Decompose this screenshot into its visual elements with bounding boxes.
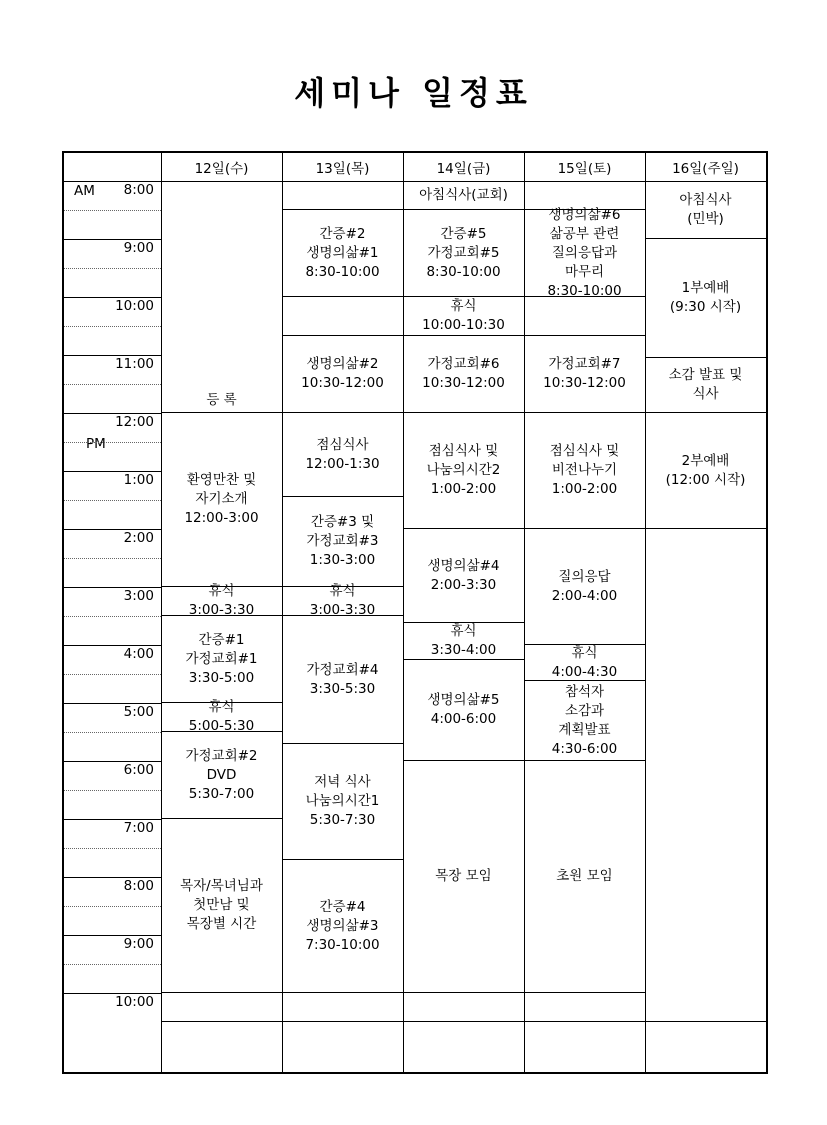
time-label: 12:00 (115, 414, 154, 430)
event-d15-break (524, 645, 645, 681)
event-text-line: 가정교회#7 (548, 356, 621, 372)
time-half-line (64, 384, 161, 385)
event-d14-testimony5 (403, 210, 524, 297)
time-label: 6:00 (123, 762, 154, 778)
event-text-line: DVD (206, 766, 237, 783)
event-text-line: 목자/목녀님과 (180, 878, 263, 894)
time-half-line (64, 906, 161, 907)
time-half-line (64, 674, 161, 675)
event-text-line: 점심식사 (316, 436, 369, 453)
event-d14-break (403, 623, 524, 660)
event-text-line: 생명의삶#3 (306, 917, 379, 934)
event-text-line: 1:30-3:00 (309, 552, 376, 568)
header-day-16: 16일(주일) (672, 161, 739, 177)
time-label: 10:00 (115, 994, 154, 1010)
event-text-line: 나눔의시간2 (426, 462, 501, 478)
time-label: 8:00 (123, 878, 154, 894)
event-d12-testimony1 (161, 616, 282, 703)
empty-cell (524, 993, 645, 1022)
event-text-line: 저녁 식사 (314, 774, 371, 790)
event-text-line: 초원 모임 (556, 868, 613, 884)
event-text-line: 10:30-12:00 (422, 375, 505, 391)
event-text-line: 1부예배 (681, 280, 730, 296)
am-label: AM (74, 183, 95, 199)
event-text-line: 아침식사(교회) (419, 186, 508, 203)
event-text-line: 계획발표 (558, 721, 611, 738)
event-text-line: 8:30-10:00 (305, 263, 380, 280)
event-text-line: 4:00-6:00 (430, 711, 497, 727)
event-text-line: 간증#4 (319, 898, 366, 915)
event-d13-lunch (282, 413, 403, 497)
time-label: 3:00 (123, 588, 154, 604)
event-d13-break (282, 583, 403, 618)
event-d16-share (645, 358, 766, 413)
event-d14-mokjang (403, 761, 524, 993)
event-text-line: 5:30-7:30 (309, 812, 376, 828)
event-text-line: 생명의삶#5 (427, 692, 500, 708)
event-text-line: 소감과 (564, 702, 605, 719)
event-text-line: 휴식 (329, 583, 356, 599)
empty-cell (161, 993, 282, 1022)
event-text-line: 12:00-1:30 (305, 455, 380, 472)
event-text-line: 간증#2 (319, 225, 366, 242)
event-text-line: 5:30-7:00 (188, 785, 255, 802)
event-d12-pastor (161, 819, 282, 993)
event-d12-register (161, 181, 282, 413)
event-text-line: 10:30-12:00 (301, 375, 384, 391)
event-text-line: 참석자 (564, 683, 605, 700)
event-text-line: (9:30 시작) (669, 299, 742, 315)
event-d14-lunch (403, 413, 524, 529)
time-label: 7:00 (123, 820, 154, 836)
event-text-line: 첫만남 및 (193, 897, 250, 913)
event-text-line: 휴식 (208, 699, 235, 715)
event-text-line: 가정교회#6 (427, 356, 500, 372)
event-text-line: 점심식사 및 (428, 443, 499, 459)
event-text-line: 10:00-10:30 (422, 317, 505, 333)
event-d12-break1 (161, 583, 282, 618)
event-text-line: 휴식 (450, 298, 477, 314)
event-d14-life4 (403, 529, 524, 623)
event-text-line: 가정교회#5 (427, 244, 500, 261)
time-half-line (64, 442, 161, 443)
time-label: 5:00 (123, 704, 154, 720)
time-half-line (64, 964, 161, 965)
event-text-line: 10:30-12:00 (543, 375, 626, 391)
event-d13-life2 (282, 336, 403, 413)
event-d15-qa (524, 529, 645, 645)
event-text-line: 2부예배 (681, 452, 730, 469)
event-text-line: 질의응답과 (551, 244, 618, 261)
event-text-line: 3:30-5:00 (188, 669, 255, 686)
event-text-line: 목장 모임 (435, 868, 492, 884)
time-label: 11:00 (115, 356, 154, 372)
event-text-line: 아침식사 (679, 191, 732, 208)
header-day-13: 13일(목) (315, 161, 370, 177)
event-text-line: 소감 발표 및 (668, 367, 743, 383)
event-d13-testimony3 (282, 497, 403, 587)
event-d15-life6 (524, 206, 645, 299)
event-text-line: 간증#5 (440, 225, 487, 242)
event-text-line: 2:00-4:00 (551, 587, 618, 604)
event-text-line: 3:30-4:00 (430, 642, 497, 658)
event-text-line: 나눔의시간1 (305, 793, 380, 809)
event-text-line: 목장별 시간 (186, 916, 257, 932)
time-label: 2:00 (123, 530, 154, 546)
event-text-line: 간증#1 (198, 631, 245, 648)
time-label: 8:00 (123, 182, 154, 198)
header-day-15: 15일(토) (557, 161, 612, 177)
time-half-line (64, 210, 161, 211)
event-text-line: 8:30-10:00 (547, 282, 622, 299)
empty-cell (645, 529, 766, 1022)
time-half-line (64, 790, 161, 791)
event-text-line: 3:00-3:30 (309, 602, 376, 618)
time-half-line (64, 500, 161, 501)
event-d13-testimony4 (282, 860, 403, 993)
event-text-line: 비전나누기 (551, 462, 618, 478)
header-day-14: 14일(금) (436, 161, 491, 177)
event-text-line: 3:30-5:30 (309, 680, 376, 697)
event-d12-welcome (161, 413, 282, 587)
event-text-line: 생명의삶#6 (548, 206, 621, 223)
time-label: 1:00 (123, 472, 154, 488)
event-text-line: 가정교회#2 (185, 747, 258, 764)
event-text-line: 2:00-3:30 (430, 576, 497, 593)
empty-cell (282, 993, 403, 1022)
event-text-line: 휴식 (571, 644, 598, 661)
event-d12-dvd (161, 732, 282, 819)
event-text-line: 생명의삶#1 (306, 244, 379, 261)
event-d14-life5 (403, 660, 524, 761)
time-half-line (64, 326, 161, 327)
time-half-line (64, 268, 161, 269)
event-text-line: 4:00-4:30 (551, 663, 618, 680)
event-d13-dinner (282, 744, 403, 860)
event-text-line: 12:00-3:00 (184, 510, 259, 526)
event-d13-home4 (282, 616, 403, 744)
event-d13-testimony2 (282, 210, 403, 297)
event-text-line: 질의응답 (558, 568, 611, 585)
event-d16-service2 (645, 413, 766, 529)
event-text-line: 1:00-2:00 (430, 481, 497, 497)
time-label: 4:00 (123, 646, 154, 662)
event-text-line: 가정교회#3 (306, 533, 379, 549)
event-text-line: 8:30-10:00 (426, 263, 501, 280)
empty-cell (403, 993, 524, 1022)
event-text-line: 가정교회#4 (306, 661, 379, 678)
event-text-line: 간증#3 및 (310, 514, 375, 530)
event-d15-impressions (524, 681, 645, 761)
event-text-line: 7:30-10:00 (305, 936, 380, 953)
event-d14-home6 (403, 336, 524, 413)
time-half-line (64, 616, 161, 617)
event-text-line: 5:00-5:30 (188, 718, 255, 734)
event-d16-service1 (645, 239, 766, 358)
event-text-line: 휴식 (450, 623, 477, 639)
event-d12-break2 (161, 699, 282, 734)
event-text-line: (12:00 시작) (665, 471, 746, 488)
event-text-line: 생명의삶#2 (306, 356, 379, 372)
event-text-line: 점심식사 및 (549, 443, 620, 459)
event-d16-breakfast (645, 181, 766, 239)
event-text-line: 4:30-6:00 (551, 740, 618, 757)
event-d15-home7 (524, 336, 645, 413)
event-text-line: 삶공부 관련 (549, 225, 620, 242)
event-text-line: 3:00-3:30 (188, 602, 255, 618)
header-day-12: 12일(수) (194, 161, 249, 177)
event-break-1000 (282, 297, 645, 336)
page-title: 세미나 일정표 (294, 74, 533, 112)
pm-label: PM (86, 436, 106, 452)
event-text-line: 휴식 (208, 583, 235, 599)
event-d15-chowon (524, 761, 645, 993)
time-half-line (64, 558, 161, 559)
event-text-line: 자기소개 (195, 491, 248, 507)
time-half-line (64, 848, 161, 849)
time-label: 9:00 (123, 936, 154, 952)
time-half-line (64, 732, 161, 733)
event-text-line: 생명의삶#4 (427, 557, 500, 574)
event-text-line: 1:00-2:00 (551, 481, 618, 497)
event-text-line: 등 록 (206, 392, 237, 408)
time-label: 9:00 (123, 240, 154, 256)
schedule-table (62, 151, 768, 1074)
event-text-line: 환영만찬 및 (186, 472, 257, 488)
event-text-line: 식사 (692, 386, 719, 402)
event-text-line: 마무리 (564, 263, 605, 280)
event-text-line: (민박) (687, 210, 724, 227)
event-text-line: 가정교회#1 (185, 650, 258, 667)
time-label: 10:00 (115, 298, 154, 314)
event-d15-lunch (524, 413, 645, 529)
